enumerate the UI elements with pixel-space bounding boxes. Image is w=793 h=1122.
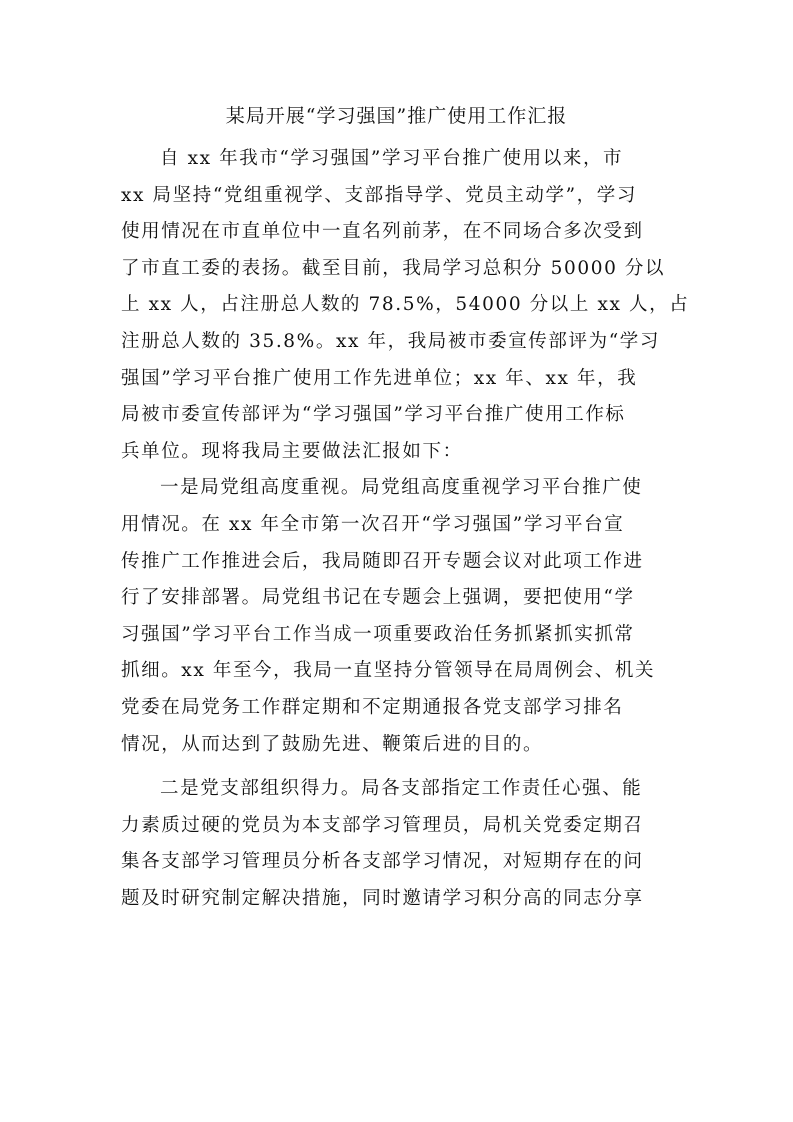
paragraph-spacer <box>121 763 681 771</box>
text-line: 题及时研究制定解决措施，同时邀请学习积分高的同志分享 <box>121 887 644 909</box>
text-line: 上 xx 人，占注册总人数的 78.5%，54000 分以上 xx 人，占 <box>121 294 690 316</box>
text-line: 集各支部学习管理员分析各支部学习情况，对短期存在的问 <box>121 851 644 873</box>
text-line: 局被市委宣传部评为“学习强国”学习平台推广使用工作标 <box>121 404 626 426</box>
text-line: xx 局坚持“党组重视学、支部指导学、党员主动学”，学习 <box>121 184 637 206</box>
document-title: 某局开展“学习强国”推广使用工作汇报 <box>225 105 568 127</box>
text-line: 传推广工作推进会后，我局随即召开专题会议对此项工作进 <box>121 550 644 572</box>
text-line: 习强国”学习平台工作当成一项重要政治任务抓紧抓实抓常 <box>121 623 635 645</box>
text-line: 抓细。xx 年至今，我局一直坚持分管领导在局周例会、机关 <box>121 660 656 682</box>
text-line: 一是局党组高度重视。局党组高度重视学习平台推广使 <box>160 477 643 499</box>
text-line: 二是党支部组织得力。局各支部指定工作责任心强、能 <box>160 778 643 800</box>
text-line: 自 xx 年我市“学习强国”学习平台推广使用以来，市 <box>160 148 624 169</box>
text-line: 用情况。在 xx 年全市第一次召开“学习强国”学习平台宣 <box>121 513 625 535</box>
paragraph-party-group <box>121 470 681 763</box>
paragraph-intro <box>121 141 690 470</box>
text-line: 使用情况在市直单位中一直名列前茅，在不同场合多次受到 <box>121 221 644 243</box>
text-line: 情况，从而达到了鼓励先进、鞭策后进的目的。 <box>121 733 544 755</box>
text-line: 党委在局党务工作群定期和不定期通报各党支部学习排名 <box>121 696 624 718</box>
paragraph-branch <box>121 771 681 917</box>
text-line: 注册总人数的 35.8%。xx 年，我局被市委宣传部评为“学习 <box>121 330 660 352</box>
text-line: 强国”学习平台推广使用工作先进单位；xx 年、xx 年，我 <box>121 367 638 389</box>
text-line: 力素质过硬的党员为本支部学习管理员，局机关党委定期召 <box>121 814 644 836</box>
document-body <box>121 141 690 917</box>
text-line: 了市直工委的表扬。截至目前，我局学习总积分 50000 分以 <box>121 257 666 279</box>
text-line: 行了安排部署。局党组书记在专题会上强调，要把使用“学 <box>121 587 635 609</box>
text-line: 兵单位。现将我局主要做法汇报如下： <box>121 440 463 462</box>
